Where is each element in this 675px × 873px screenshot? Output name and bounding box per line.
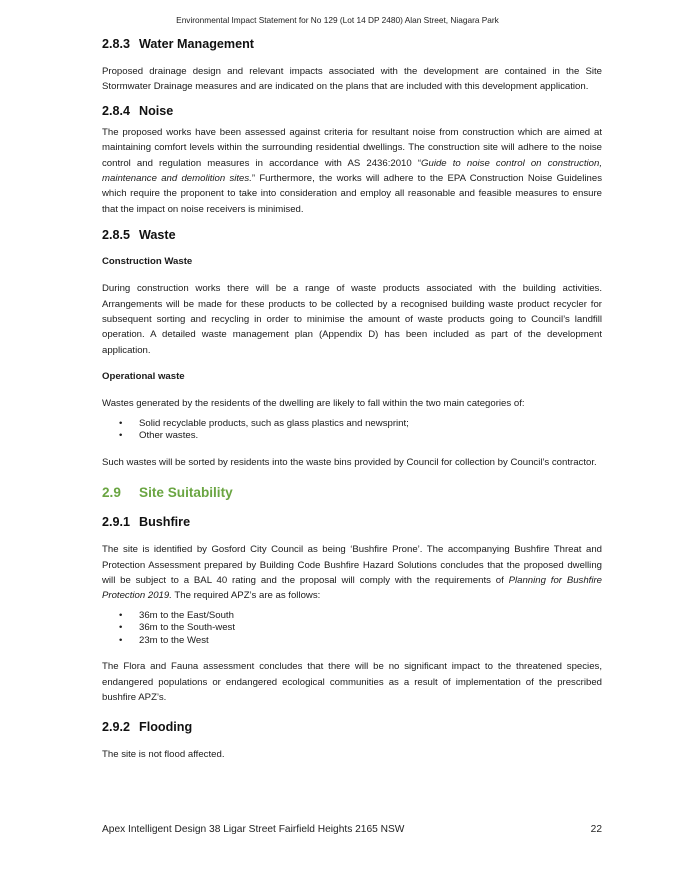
list-item-text: 36m to the South-west: [139, 622, 235, 634]
list-item: [102, 635, 602, 648]
noise-text-a: The proposed works have been assessed against criteria for resultant noise from construction which are aimed at maintaining comfort levels within the surrounding residential dwellings. The construction site will adhere to the noise control and regulation measures in accordance with AS 2436:2010 “: [102, 126, 602, 169]
flooding-paragraph: The site is not flood affected.: [102, 749, 225, 761]
list-item-text: Other wastes.: [139, 430, 199, 442]
running-header: Environmental Impact Statement for No 129 (Lot 14 DP 2480) Alan Street, Niagara Park: [176, 15, 499, 25]
heading-flooding: [102, 719, 602, 735]
list-item-text: 23m to the West: [139, 634, 209, 646]
list-item: [102, 418, 602, 431]
heading-title: Water Management: [139, 37, 254, 51]
heading-number: 2.8.4: [102, 103, 131, 118]
heading-title: Waste: [139, 228, 176, 243]
heading-title: Flooding: [139, 720, 193, 735]
heading-site-suitability: [102, 484, 602, 502]
water-management-paragraph: Proposed drainage design and relevant impacts associated with the development are contained in the Site Stormwater Drainage measures and are indicated on the plans that are included with this development application.: [102, 66, 602, 93]
page-content: [102, 36, 602, 763]
bullet-icon: •: [119, 634, 123, 646]
subheading-operational-waste: Operational waste: [102, 371, 185, 383]
bullet-icon: •: [119, 430, 123, 442]
heading-number: 2.9: [102, 485, 121, 501]
heading-bushfire: [102, 514, 602, 530]
bullet-icon: •: [119, 609, 123, 621]
heading-title: Site Suitability: [139, 485, 233, 501]
heading-number: 2.8.5: [102, 228, 131, 243]
noise-paragraph: [102, 125, 602, 217]
heading-title: Noise: [139, 103, 174, 118]
bushfire-text-b: The required APZ’s are as follows:: [171, 590, 321, 602]
heading-noise: [102, 103, 602, 119]
bullet-icon: •: [119, 417, 123, 429]
heading-title: Bushfire: [139, 515, 191, 530]
construction-waste-paragraph: During construction works there will be a range of waste products associated with the building activities. Arrangements will be made for these products to be collected by a recognised building waste product recycler for subsequent sorting and recycling in order to minimise the amount of waste products going to Council’s landfill operation. A detailed waste management plan (Appendix D) has been included as part of the development application.: [102, 283, 602, 356]
heading-number: 2.8.3: [102, 37, 131, 51]
waste-sorting-paragraph: Such wastes will be sorted by residents into the waste bins provided by Council for collection by Council’s contractor.: [102, 456, 597, 468]
list-item: [102, 430, 602, 443]
noise-text-b: ” Furthermore, the works will adhere to the EPA Construction Noise Guidelines which require the proponent to take into consideration and employ all reasonable and feasible measures to ensure that the impact on noise receivers is minimised.: [102, 173, 602, 215]
bushfire-standard-title: Planning for Bushfire Protection 2019.: [102, 574, 603, 602]
list-item-text: 36m to the East/South: [139, 609, 234, 621]
page-number: 22: [590, 824, 602, 835]
list-item: [102, 622, 602, 635]
subheading-construction-waste: Construction Waste: [102, 256, 193, 268]
heading-water-management: [102, 36, 602, 52]
apz-list: [102, 610, 602, 648]
noise-standard-title: Guide to noise control on construction, maintenance and demolition sites.: [102, 157, 602, 185]
list-item: [102, 610, 602, 623]
flora-fauna-paragraph: The Flora and Fauna assessment concludes that there will be no significant impact to the threatened species, endangered populations or endangered ecological communities as a result of implementation of the prescribed bushfire APZ’s.: [102, 661, 602, 704]
list-item-text: Solid recyclable products, such as glass plastics and newsprint;: [139, 417, 409, 429]
heading-waste: [102, 227, 602, 243]
heading-number: 2.9.1: [102, 515, 131, 530]
heading-number: 2.9.2: [102, 720, 131, 735]
bushfire-text-a: The site is identified by Gosford City Council as being ‘Bushfire Prone’. The accompanying Bushfire Threat and Protection Assessment prepared by Building Code Bushfire Hazard Solutions concludes that the proposed dwelling will be subject to a BAL 40 rating and the proposal will comply with the requirements of: [102, 544, 602, 586]
page-footer: [102, 824, 602, 835]
bushfire-paragraph: [102, 542, 602, 604]
waste-categories-list: [102, 418, 602, 443]
footer-company: Apex Intelligent Design 38 Ligar Street Fairfield Heights 2165 NSW: [102, 824, 405, 835]
operational-waste-paragraph: Wastes generated by the residents of the dwelling are likely to fall within the two main categories of:: [102, 398, 525, 410]
bullet-icon: •: [119, 622, 123, 634]
